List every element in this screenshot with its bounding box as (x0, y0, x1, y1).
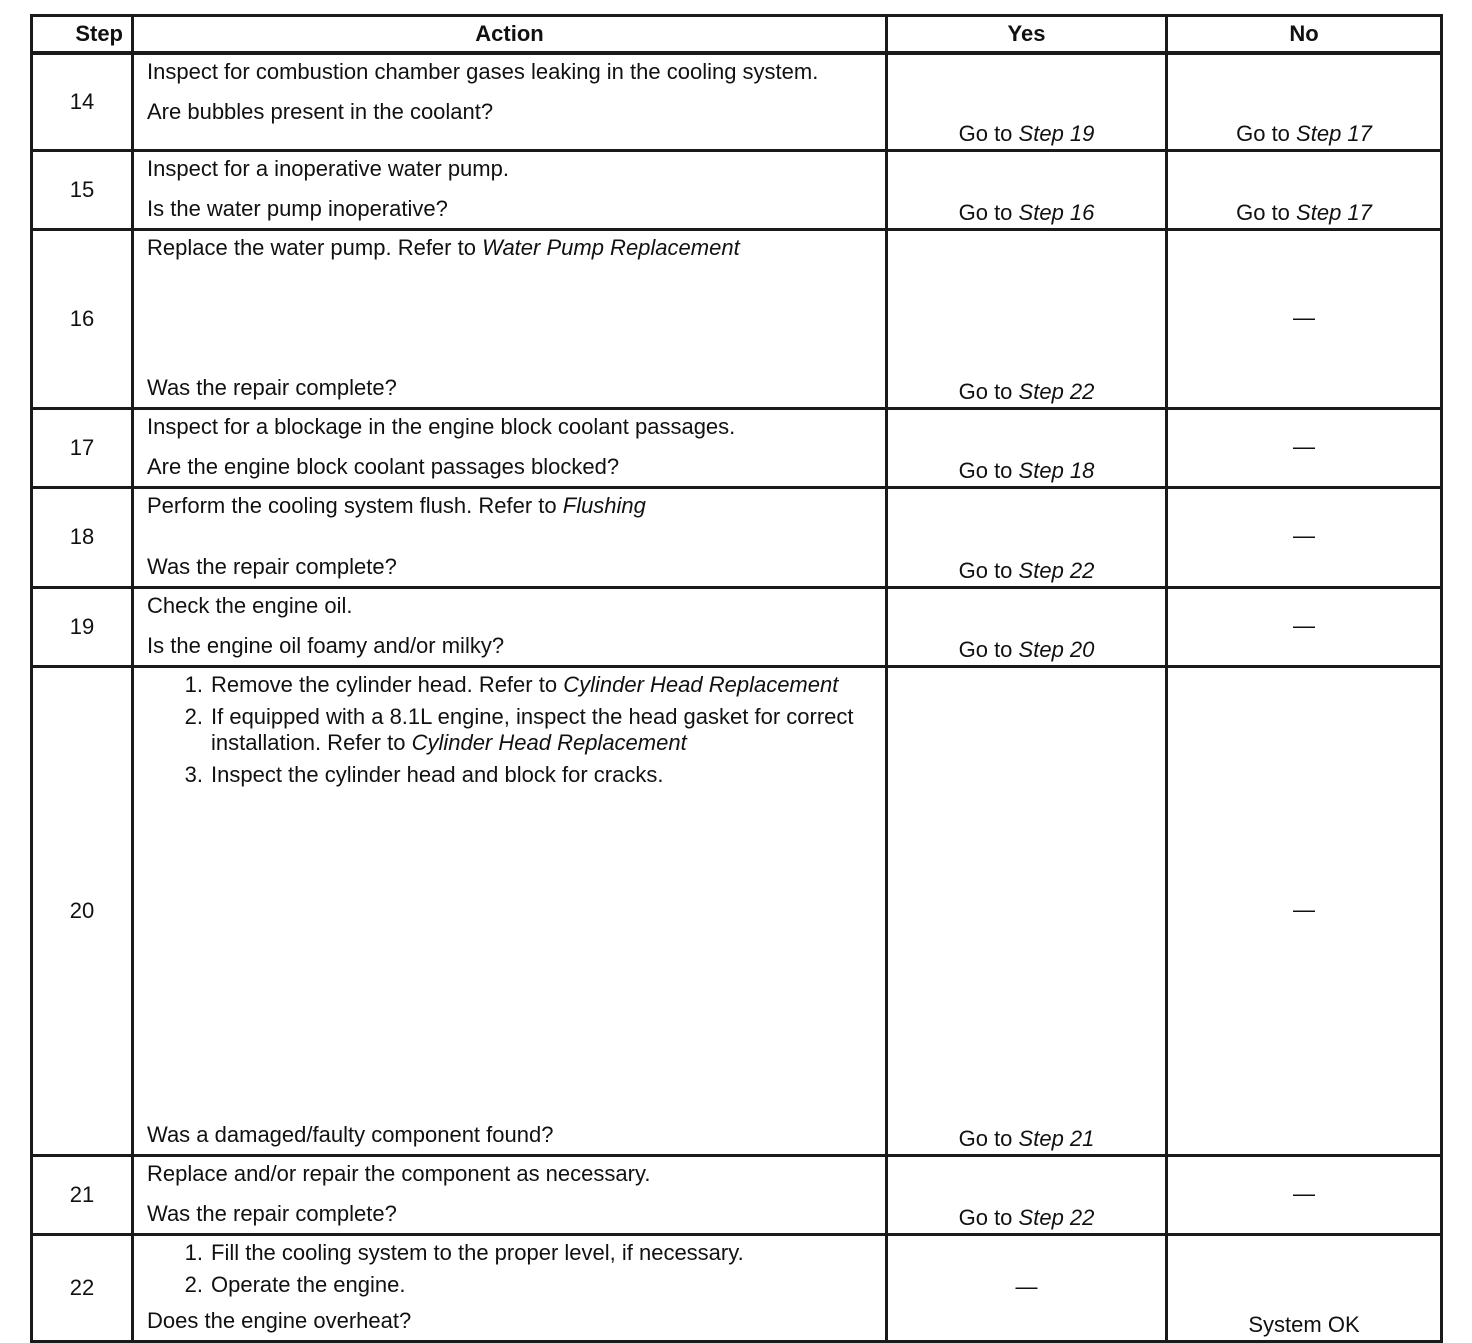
table-row (32, 1234, 1442, 1341)
list-item-text: Inspect the cylinder head and block for cracks. (211, 761, 664, 787)
header-no: No (1167, 16, 1442, 54)
yes-prefix: Go to (958, 120, 1013, 146)
list-item-reference: Cylinder Head Replacement (563, 671, 839, 697)
list-item-text: Remove the cylinder head. Refer to (211, 671, 558, 697)
table-row (32, 408, 1442, 487)
step-number: 17 (32, 408, 133, 487)
yes-prefix: Go to (958, 457, 1013, 483)
yes-cell (887, 1155, 1167, 1234)
list-item-text: Fill the cooling system to the proper level, if necessary. (211, 1239, 744, 1265)
header-yes: Yes (887, 16, 1167, 54)
action-cell (133, 587, 887, 666)
action-cell (133, 408, 887, 487)
yes-prefix: Go to (958, 199, 1013, 225)
action-text: Replace and/or repair the component as necessary. (147, 1160, 651, 1186)
list-item-number: 1. (184, 671, 203, 697)
step-number: 16 (32, 229, 133, 408)
no-cell: — (1167, 1155, 1442, 1234)
yes-cell: — (887, 1234, 1167, 1341)
action-cell (133, 1234, 887, 1341)
table-row (32, 1155, 1442, 1234)
no-prefix: Go to (1236, 120, 1290, 146)
list-item (147, 704, 873, 756)
no-cell: — (1167, 666, 1442, 1155)
action-text: Inspect for combustion chamber gases leaking in the cooling system. (147, 59, 819, 84)
step-number: 19 (32, 587, 133, 666)
yes-prefix: Go to (958, 636, 1013, 662)
action-question: Is the water pump inoperative? (147, 195, 448, 221)
table-row (32, 150, 1442, 229)
no-step-ref: Step 17 (1296, 199, 1372, 225)
diagnostic-table (30, 14, 1443, 1343)
action-text: Check the engine oil. (147, 592, 353, 618)
table-row (32, 487, 1442, 587)
no-cell: — (1167, 229, 1442, 408)
no-cell: — (1167, 587, 1442, 666)
action-question: Does the engine overheat? (147, 1307, 412, 1333)
action-text: Inspect for a blockage in the engine block coolant passages. (147, 413, 736, 439)
action-question: Is the engine oil foamy and/or milky? (147, 632, 505, 658)
action-text (147, 235, 873, 261)
table-row (32, 587, 1442, 666)
yes-prefix: Go to (958, 1125, 1013, 1151)
action-cell (133, 1155, 887, 1234)
no-cell (1167, 53, 1442, 150)
list-item (147, 762, 873, 788)
yes-cell (887, 408, 1167, 487)
action-cell (133, 229, 887, 408)
action-text: Inspect for a inoperative water pump. (147, 155, 509, 181)
no-cell: System OK (1167, 1234, 1442, 1341)
list-item-number: 1. (184, 1239, 203, 1265)
step-number: 15 (32, 150, 133, 229)
yes-prefix: Go to (958, 378, 1013, 404)
action-question: Are bubbles present in the coolant? (147, 99, 494, 124)
action-question: Was a damaged/faulty component found? (147, 1121, 554, 1147)
action-text-body: Perform the cooling system flush. Refer to (147, 492, 557, 518)
action-question: Was the repair complete? (147, 553, 397, 579)
list-item-text: Operate the engine. (211, 1271, 406, 1297)
yes-cell (887, 587, 1167, 666)
yes-cell (887, 487, 1167, 587)
step-number: 14 (32, 53, 133, 150)
yes-step-ref: Step 20 (1018, 636, 1095, 662)
list-item (147, 1240, 873, 1266)
yes-step-ref: Step 16 (1018, 199, 1095, 225)
yes-cell (887, 53, 1167, 150)
yes-step-ref: Step 21 (1018, 1125, 1095, 1151)
yes-step-ref: Step 19 (1018, 120, 1095, 146)
list-item-number: 2. (184, 703, 203, 729)
header-step: Step (32, 16, 133, 54)
action-cell (133, 150, 887, 229)
list-item (147, 1272, 873, 1298)
action-cell (133, 53, 887, 150)
action-steps-list (147, 672, 873, 794)
yes-prefix: Go to (958, 557, 1013, 583)
action-steps-list (147, 1240, 873, 1304)
yes-cell (887, 666, 1167, 1155)
action-text (147, 493, 873, 519)
list-item (147, 672, 873, 698)
no-prefix: Go to (1236, 199, 1290, 225)
yes-prefix: Go to (958, 1204, 1013, 1230)
table-row (32, 666, 1442, 1155)
list-item-text: If equipped with a 8.1L engine, inspect the head gasket for correct installation. Refer to (211, 703, 854, 755)
action-text-body: Replace the water pump. Refer to (147, 234, 476, 260)
header-row (32, 16, 1442, 54)
step-number: 20 (32, 666, 133, 1155)
no-cell: — (1167, 408, 1442, 487)
action-cell (133, 666, 887, 1155)
yes-step-ref: Step 22 (1018, 1204, 1095, 1230)
no-cell: — (1167, 487, 1442, 587)
action-question: Was the repair complete? (147, 1200, 397, 1226)
header-action: Action (133, 16, 887, 54)
step-number: 18 (32, 487, 133, 587)
no-cell (1167, 150, 1442, 229)
list-item-number: 3. (184, 761, 203, 787)
yes-cell (887, 229, 1167, 408)
step-number: 21 (32, 1155, 133, 1234)
no-step-ref: Step 17 (1296, 120, 1372, 146)
yes-step-ref: Step 18 (1018, 457, 1095, 483)
yes-cell (887, 150, 1167, 229)
yes-step-ref: Step 22 (1018, 557, 1095, 583)
action-reference: Flushing (562, 492, 646, 518)
step-number: 22 (32, 1234, 133, 1341)
table-row (32, 53, 1442, 150)
list-item-reference: Cylinder Head Replacement (411, 729, 687, 755)
diagnostic-table-sheet (30, 14, 1440, 1343)
list-item-number: 2. (184, 1271, 203, 1297)
action-question: Was the repair complete? (147, 374, 397, 400)
action-cell (133, 487, 887, 587)
action-reference: Water Pump Replacement (482, 234, 740, 260)
table-row (32, 229, 1442, 408)
action-question: Are the engine block coolant passages blocked? (147, 453, 620, 479)
yes-step-ref: Step 22 (1018, 378, 1095, 404)
